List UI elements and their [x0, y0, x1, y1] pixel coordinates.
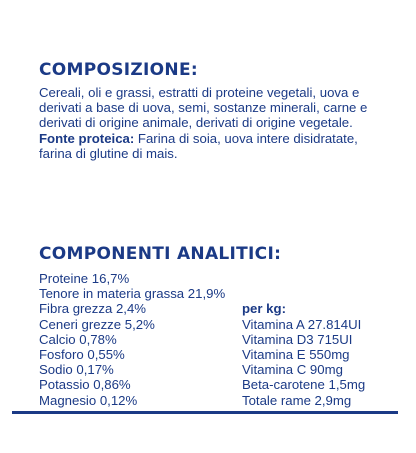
- protein-source-text: Farina di soia, uova intere disidratate, farina di glutine di mais.: [39, 130, 358, 161]
- composition-section: [39, 85, 379, 161]
- vitamin-item: Vitamina A 27.814UI: [242, 316, 362, 332]
- analytical-heading: COMPONENTI ANALITICI:: [39, 244, 282, 264]
- composition-text: Cereali, oli e grassi, estratti di proteine vegetali, uova e derivati a base di uova, semi, sostanze minerali, carne e derivati di origine animale, derivati di origine vegetale.: [39, 85, 368, 131]
- analysis-row: [39, 347, 384, 362]
- analysis-row: [39, 362, 384, 377]
- vitamin-item: Vitamina D3 715UI: [242, 331, 353, 347]
- analysis-item: Fibra grezza 2,4%: [39, 301, 147, 317]
- vitamin-item: Vitamina E 550mg: [242, 346, 350, 362]
- vitamin-item: Totale rame 2,9mg: [242, 392, 352, 408]
- analytical-section: [39, 271, 384, 408]
- analysis-row: [39, 393, 384, 408]
- analysis-item: Calcio 0,78%: [39, 331, 117, 347]
- analysis-item: Potassio 0,86%: [39, 377, 131, 393]
- protein-source-label: Fonte proteica:: [39, 130, 135, 146]
- analysis-item: Proteine 16,7%: [39, 271, 130, 286]
- analysis-item: Fosforo 0,55%: [39, 346, 125, 362]
- analysis-item: Sodio 0,17%: [39, 362, 114, 378]
- protein-source: [39, 131, 379, 161]
- analysis-item: Magnesio 0,12%: [39, 392, 138, 408]
- vitamin-item: Beta-carotene 1,5mg: [242, 377, 366, 393]
- analysis-row: [39, 377, 384, 392]
- vitamin-item: Vitamina C 90mg: [242, 362, 343, 378]
- analysis-row: [39, 271, 384, 286]
- bottom-rule: [12, 411, 398, 414]
- analysis-row: [39, 301, 384, 316]
- per-kg-label: per kg:: [242, 301, 286, 317]
- analysis-item: Ceneri grezze 5,2%: [39, 316, 155, 332]
- analysis-row: [39, 286, 384, 301]
- analysis-row: [39, 317, 384, 332]
- analysis-item: Tenore in materia grassa 21,9%: [39, 286, 226, 302]
- composition-heading: COMPOSIZIONE:: [39, 60, 198, 80]
- analysis-row: [39, 332, 384, 347]
